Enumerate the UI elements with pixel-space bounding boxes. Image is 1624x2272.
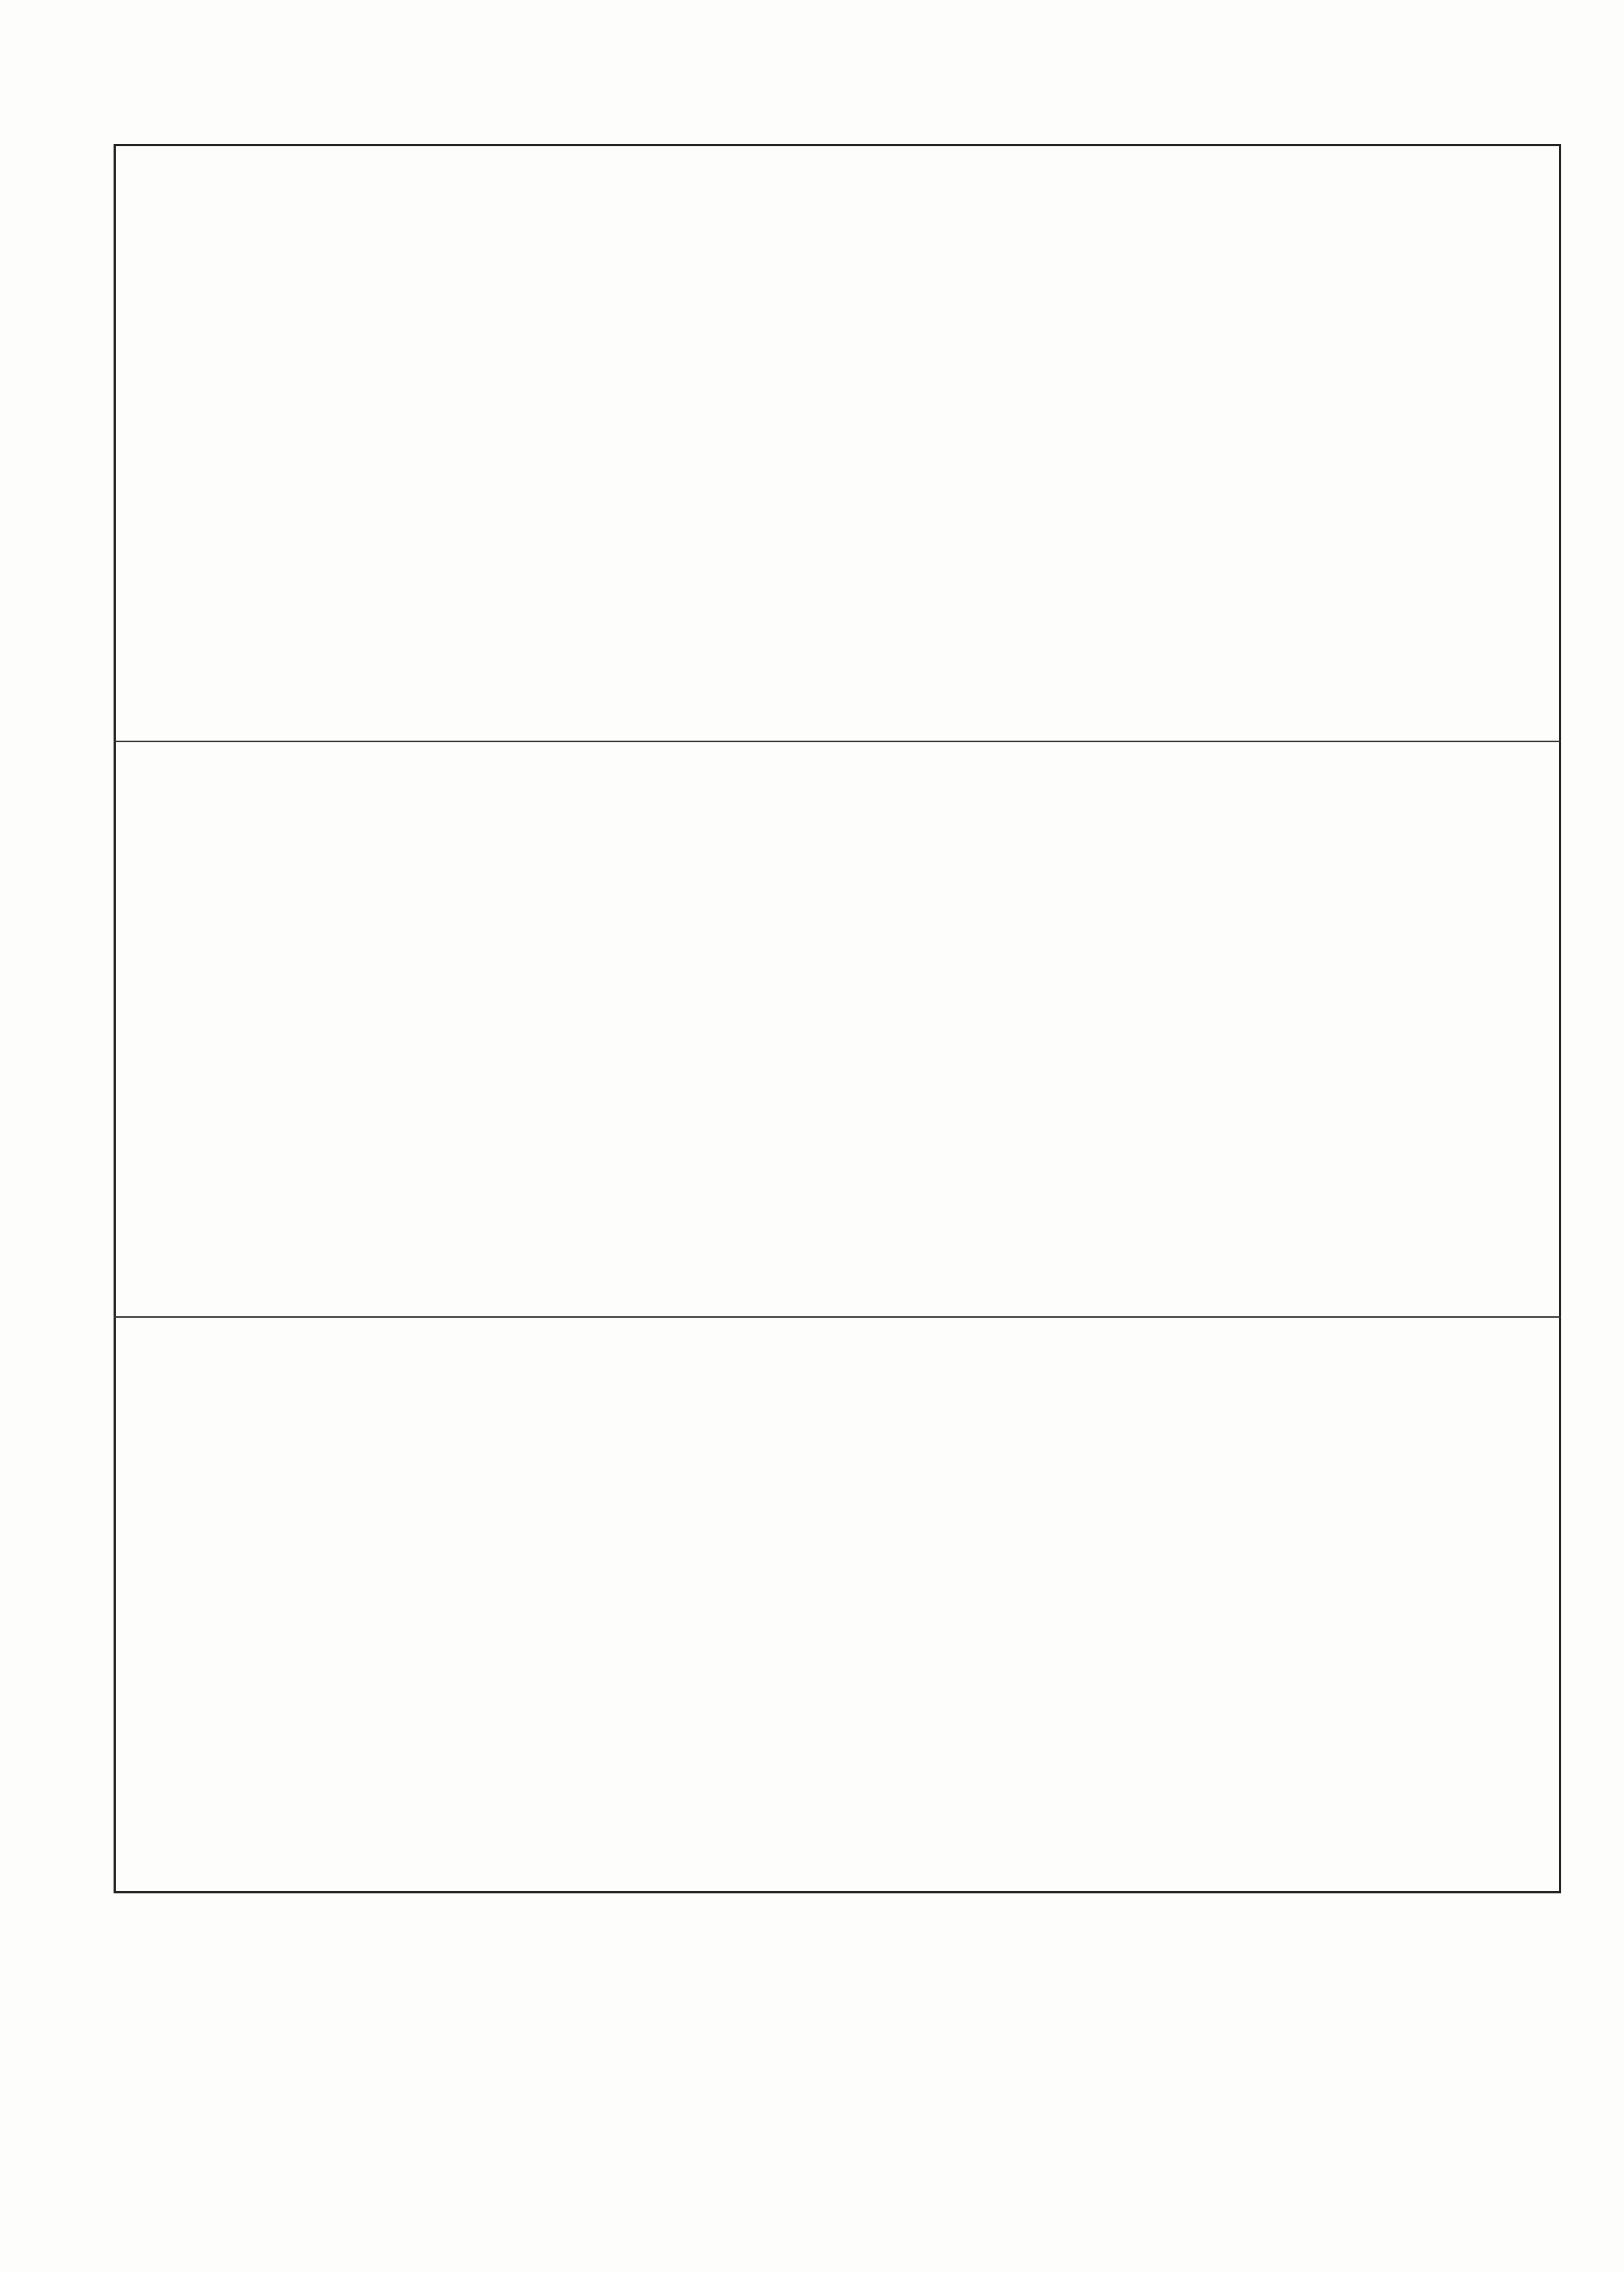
middle-register bbox=[114, 742, 1561, 1318]
top-register bbox=[114, 144, 1561, 742]
bottom-register bbox=[114, 1318, 1561, 1893]
